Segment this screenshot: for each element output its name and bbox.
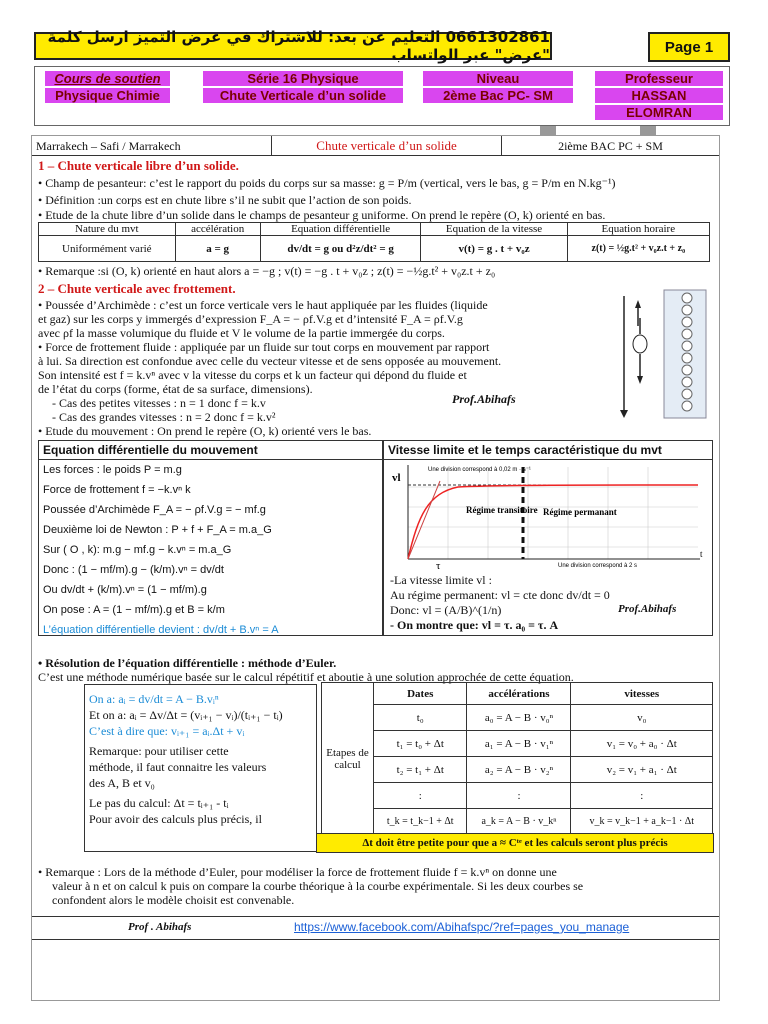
table-cell: v₁ = v₀ + a₀ · Δt xyxy=(571,731,713,757)
diff-eq-final: L’équation différentielle devient : dv/dt + B.vⁿ = A xyxy=(43,624,279,636)
table-cell: a₁ = A − B · v₁ⁿ xyxy=(467,731,571,757)
euler-remark-line2: valeur à n et on calcul k puis on compare la courbe théorique à la courbe expérimentale. Si les deux courbes se xyxy=(52,879,584,893)
note-bottom: Une division correspond à 2 s xyxy=(558,563,638,569)
sheet-header xyxy=(32,136,719,156)
table-cell: : xyxy=(467,783,571,809)
contact-banner: 0661302861 التعليم عن بعد: للاشتراك في عرض التميز ارسل كلمة "عرض" عبر الواتساب xyxy=(34,32,552,60)
diff-eq-line: Force de frottement f = −k.vⁿ k xyxy=(43,484,191,496)
sheet-level: 2ième BAC PC + SM xyxy=(558,139,663,153)
header-course-line1: Cours de soutien xyxy=(45,71,170,86)
euler-remark-line3: confondent alors le modèle choisit est convenable. xyxy=(52,893,295,907)
footer xyxy=(32,916,719,940)
table-header: Nature du mvt xyxy=(39,223,176,236)
table-cell: : xyxy=(571,783,713,809)
vlimit-line: -La vitesse limite vl : xyxy=(390,573,492,587)
sheet-title: Chute verticale d’un solide xyxy=(272,136,502,156)
table-cell: v₂ = v₁ + a₁ · Δt xyxy=(571,757,713,783)
note-top: Une division correspond à 0,02 m · s⁻¹ xyxy=(428,467,531,473)
signature: Prof.Abihafs xyxy=(452,392,516,406)
velocity-graph xyxy=(388,461,710,569)
decor-tab xyxy=(640,126,656,135)
archimede-line2: et gaz) sur les corps y immergés d’expression F_A = − ρf.V.g et d’intensité F_A = ρf.V.g xyxy=(38,312,463,326)
header-series xyxy=(203,71,403,105)
diff-eq-lines xyxy=(39,460,382,640)
falling-body xyxy=(633,335,647,353)
diff-eq-line: Deuxième loi de Newton : P + f + F_A = m.a_G xyxy=(43,524,272,536)
diff-eq-line: On pose : A = (1 − mf/m).g et B = k/m xyxy=(43,604,225,616)
table-header: Equation de la vitesse xyxy=(421,223,567,236)
table-header: accélération xyxy=(175,223,260,236)
table-cell: a_k = A − B · v_kⁿ xyxy=(467,809,571,835)
euler-intro: C’est une méthode numérique basée sur le calcul répétitif et aboutie à une solution approchée de cette équation. xyxy=(38,670,574,684)
free-fall-table xyxy=(38,222,710,262)
diff-eq-line: Donc : (1 − mf/m).g − (k/m).vⁿ = dv/dt xyxy=(43,564,224,576)
header-series-line1: Série 16 Physique xyxy=(203,71,403,86)
table-cell: : xyxy=(374,783,467,809)
friction-line2: à lui. Sa direction est confondue avec celle du vecteur vitesse et de sens opposée au mouvement. xyxy=(38,354,502,368)
table-cell: v_k = v_k−1 + a_k−1 · Δt xyxy=(571,809,713,835)
diff-eq-line: Poussée d’Archimède F_A = − ρf.V.g = − mf.g xyxy=(43,504,266,516)
section2-title: 2 – Chute verticale avec frottement. xyxy=(38,281,236,296)
euler-line: Le pas du calcul: Δt = tᵢ₊₁ - tᵢ xyxy=(89,796,229,810)
highlight-note: Δt doit être petite pour que a ≈ Cᵗᵉ et les calculs seront plus précis xyxy=(316,833,714,853)
force-diagram xyxy=(602,286,712,421)
euler-line: On a: aᵢ = dv/dt = A − B.vᵢⁿ xyxy=(89,692,219,706)
header-course xyxy=(45,71,170,105)
worksheet xyxy=(31,135,720,1001)
friction-line4: de l’état du corps (forme, état de sa surface, dimensions). xyxy=(38,382,313,396)
course-header xyxy=(34,66,730,126)
vlimit-line: Au régime permanent: vl = cte donc dv/dt = 0 xyxy=(390,588,610,602)
table-cell: a₂ = A − B · v₂ⁿ xyxy=(467,757,571,783)
facebook-link[interactable]: https://www.facebook.com/Abihafspc/?ref=pages_you_manage xyxy=(294,920,630,934)
table-cell: a = g xyxy=(175,236,260,262)
header-series-line2: Chute Verticale d’un solide xyxy=(203,88,403,103)
euler-remark-line1: • Remarque : Lors de la méthode d’Euler, pour modéliser la force de frottement fluide f = k.vⁿ on donne une xyxy=(38,865,557,879)
top-bar xyxy=(34,28,730,64)
header-professor xyxy=(595,71,723,122)
table-cell: t₀ xyxy=(374,705,467,731)
table-header: Equation différentielle xyxy=(260,223,421,236)
archimede-line3: avec ρf la masse volumique du fluide et V le volume de la partie immergée du corps. xyxy=(38,326,445,340)
tau-label: τ xyxy=(436,560,441,569)
header-level-line1: Niveau xyxy=(423,71,573,86)
table-cell: t₁ = t₀ + Δt xyxy=(374,731,467,757)
section1-gravity: • Champ de pesanteur: c’est le rapport du poids du corps sur sa masse: g = P/m (vertical, vers le bas, g = P/m en N.kg⁻¹) xyxy=(38,176,616,190)
footer-author: Prof . Abihafs xyxy=(128,921,192,933)
euler-table xyxy=(321,682,713,835)
axis-label-vl: vl xyxy=(392,472,401,484)
signature: Prof.Abihafs xyxy=(618,603,677,615)
sheet-region: Marrakech – Safi / Marrakech xyxy=(32,136,272,156)
table-cell: dv/dt = g ou d²z/dt² = g xyxy=(260,236,421,262)
table-cell: v(t) = g . t + v₀z xyxy=(421,236,567,262)
table-cell: a₀ = A − B · v₀ⁿ xyxy=(467,705,571,731)
table-cell: v₀ xyxy=(571,705,713,731)
regime-transitoire: Régime transitoire xyxy=(466,505,538,515)
section1-title: 1 – Chute verticale libre d’un solide. xyxy=(38,158,239,173)
etapes-cell: Etapes de calcul xyxy=(322,683,374,835)
table-header: vitesses xyxy=(571,683,713,705)
friction-small-speed: - Cas des petites vitesses : n = 1 donc f = k.v xyxy=(52,396,266,410)
section1-definition: • Définition :un corps est en chute libre s’il ne subit que l’action de son poids. xyxy=(38,193,412,207)
table-cell: t₂ = t₁ + Δt xyxy=(374,757,467,783)
table-header: accélérations xyxy=(467,683,571,705)
diff-eq-line: Ou dv/dt + (k/m).vⁿ = (1 − mf/m).g xyxy=(43,584,207,596)
page-number: Page 1 xyxy=(648,32,730,62)
table-header: Equation horaire xyxy=(567,223,709,236)
decor-tab xyxy=(540,126,556,135)
euler-left-box xyxy=(84,684,317,852)
regime-permanant: Régime permanant xyxy=(543,507,617,517)
vlimit-title: Vitesse limite et le temps caractéristique du mvt xyxy=(384,441,712,460)
archimede-line1: • Poussée d’Archimède : c’est un force verticale vers le haut appliquée par les fluides (liquide xyxy=(38,298,488,312)
diff-eq-line: Les forces : le poids P = m.g xyxy=(43,464,182,476)
movement-study: • Etude du mouvement : On prend le repère (O, k) orienté vers le bas. xyxy=(38,424,372,438)
euler-line: Pour avoir des calculs plus précis, il xyxy=(89,812,262,826)
vlimit-line: - On montre que: vl = τ. a₀ = τ. A xyxy=(390,618,559,632)
table-cell: t_k = t_k−1 + Δt xyxy=(374,809,467,835)
vlimit-line: Donc: vl = (A/B)^(1/n) xyxy=(390,603,502,617)
friction-line3: Son intensité est f = k.vⁿ avec v la vitesse du corps et k un facteur qui dépond du fluide et xyxy=(38,368,467,382)
section1-remark: • Remarque :si (O, k) orienté en haut alors a = −g ; v(t) = −g . t + v₀z ; z(t) = −½g.t² + v₀z.t + z₀ xyxy=(38,264,496,278)
table-header: Dates xyxy=(374,683,467,705)
t-label: t xyxy=(700,549,703,559)
vlimit-box xyxy=(383,440,713,636)
euler-line: C’est à dire que: vᵢ₊₁ = aᵢ.Δt + vᵢ xyxy=(89,724,245,738)
header-prof-line1: Professeur xyxy=(595,71,723,86)
euler-line: des A, B et v₀ xyxy=(89,776,155,790)
friction-line1: • Force de frottement fluide : appliquée par un fluide sur tout corps en mouvement par rapport xyxy=(38,340,490,354)
euler-line: Et on a: aᵢ = Δv/Δt = (vᵢ₊₁ − vᵢ)/(tᵢ₊₁ − tᵢ) xyxy=(89,708,283,722)
friction-large-speed: - Cas des grandes vitesses : n = 2 donc f = k.v² xyxy=(52,410,276,424)
section1-study: • Etude de la chute libre d’un solide dans le champs de pesanteur g uniforme. On prend le repère (O, k) orienté en bas. xyxy=(38,208,606,222)
diff-eq-title: Equation différentielle du mouvement xyxy=(39,441,382,460)
euler-title: • Résolution de l’équation différentielle : méthode d’Euler. xyxy=(38,656,337,670)
header-level-line2: 2ème Bac PC- SM xyxy=(423,88,573,103)
table-cell: z(t) = ½g.t² + v₀z.t + z₀ xyxy=(567,236,709,262)
z-axis-arrow xyxy=(620,410,628,418)
euler-line: Remarque: pour utiliser cette xyxy=(89,744,229,758)
header-course-line2: Physique Chimie xyxy=(45,88,170,103)
table-cell: Uniformément varié xyxy=(39,236,176,262)
diff-eq-line: Sur ( O , k): m.g − mf.g − k.vⁿ = m.a_G xyxy=(43,544,232,556)
diff-eq-box xyxy=(38,440,383,636)
header-prof-line2: HASSAN xyxy=(595,88,723,103)
vlimit-text xyxy=(390,573,610,633)
header-level xyxy=(423,71,573,105)
header-prof-line3: ELOMRAN xyxy=(595,105,723,120)
euler-line: méthode, il faut connaitre les valeurs xyxy=(89,760,267,774)
